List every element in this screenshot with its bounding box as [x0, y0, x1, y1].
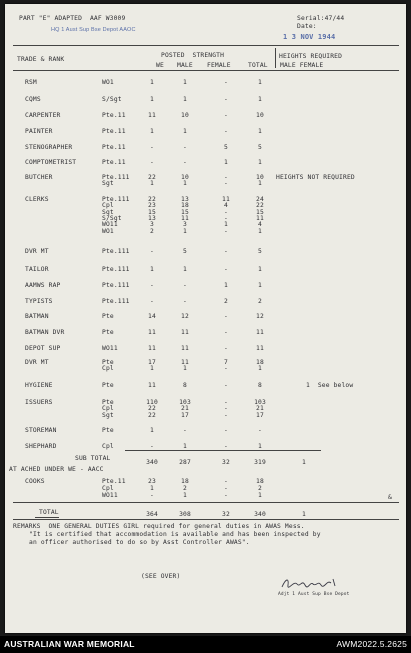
subtotal-label: SUB TOTAL: [75, 455, 111, 462]
row-total: 1: [258, 96, 262, 103]
col-heights-required: HEIGHTS REQUIRED: [279, 53, 343, 60]
row-total: 18: [256, 359, 264, 366]
cooks-total: 1: [258, 492, 262, 499]
row-female: -: [224, 411, 228, 419]
total-we: 364: [146, 511, 158, 518]
row-trade: DVR MT: [25, 359, 49, 366]
row-female: 4: [224, 202, 228, 210]
row-we: 22: [148, 411, 156, 419]
row-rank: Cpl: [102, 405, 114, 413]
row-female: 1: [224, 221, 228, 229]
row-trade: AAMWS RAP: [25, 282, 61, 289]
row-rank: Pte.111: [102, 266, 130, 273]
row-trade: CLERKS: [25, 196, 49, 203]
row-female: -: [224, 248, 228, 255]
row-male: 17: [181, 411, 189, 419]
cooks-total: 2: [258, 485, 262, 492]
row-male: -: [183, 427, 187, 434]
row-trade: SHEPHARD: [25, 443, 57, 450]
row-we: 110: [146, 399, 158, 406]
cooks-rank: WO11: [102, 492, 118, 499]
cooks-mark: &: [388, 494, 392, 501]
signature-title: Adjt 1 Aust Sup Bse Depot: [278, 592, 350, 597]
row-total: 24: [256, 196, 264, 203]
document-page: [5, 4, 406, 633]
row-total: 1: [258, 128, 262, 135]
row-male: 1: [183, 443, 187, 450]
row-we: 1: [150, 266, 154, 273]
col-posted-strength: POSTED STRENGTH: [161, 52, 225, 59]
cooks-trade: COOKS: [25, 478, 45, 485]
row-we: 13: [148, 214, 156, 222]
col-total: TOTAL: [248, 62, 268, 69]
row-we: 22: [148, 405, 156, 413]
row-male: 11: [181, 345, 189, 352]
row-male: 11: [181, 214, 189, 222]
row-rank: Pte: [102, 427, 114, 434]
row-female: 11: [222, 196, 230, 203]
cooks-female: -: [224, 478, 228, 485]
row-female: -: [224, 345, 228, 352]
row-male: -: [183, 282, 187, 289]
hq-stamp: HQ 1 Aust Sup Bse Depot AAOC: [51, 27, 136, 33]
row-total: 22: [256, 202, 264, 210]
row-rank: Pte.111: [102, 248, 130, 255]
row-rank: Pte.11: [102, 112, 126, 119]
row-we: 11: [148, 112, 156, 119]
serial-number: Serial:47/44: [297, 15, 345, 22]
row-total: 1: [258, 227, 262, 235]
row-male: 15: [181, 208, 189, 216]
row-rank: Sgt: [102, 411, 114, 419]
row-total: 1: [258, 79, 262, 86]
row-male: 3: [183, 221, 187, 229]
row-trade: CARPENTER: [25, 112, 61, 119]
header-rule-bottom: [13, 70, 399, 71]
row-rank: Pte.11: [102, 144, 126, 151]
date-stamp: 1 3 NOV 1944: [283, 33, 336, 41]
cooks-we: 1: [150, 485, 154, 492]
row-male: 103: [179, 399, 191, 406]
total-male: 308: [179, 511, 191, 518]
row-total: 15: [256, 208, 264, 216]
row-male: 18: [181, 202, 189, 210]
row-rank: S/Sgt: [102, 96, 122, 103]
row-we: 1: [150, 180, 154, 188]
row-male: 1: [183, 227, 187, 235]
cooks-male: 18: [181, 478, 189, 485]
cooks-rank: Pte.11: [102, 478, 126, 485]
cooks-we: -: [150, 492, 154, 499]
row-we: 1: [150, 128, 154, 135]
row-trade: STOREMAN: [25, 427, 57, 434]
row-we: 1: [150, 96, 154, 103]
cooks-female: -: [224, 485, 228, 492]
row-female: 1: [224, 159, 228, 166]
row-total: 5: [258, 144, 262, 151]
row-rank: Cpl: [102, 365, 114, 373]
total-total: 340: [254, 511, 266, 518]
total-label: TOTAL: [39, 509, 59, 516]
remarks-line-3: an officer authorised to do so by Asst Controller AWAS".: [29, 539, 250, 546]
row-total: 5: [258, 248, 262, 255]
row-rank: Sgt: [102, 180, 114, 188]
row-trade: BATMAN DVR: [25, 329, 65, 336]
row-we: -: [150, 159, 154, 166]
row-female: 5: [224, 144, 228, 151]
row-male: 11: [181, 329, 189, 336]
row-we: 1: [150, 79, 154, 86]
cooks-male: 1: [183, 492, 187, 499]
footer-bar: [0, 636, 411, 653]
row-we: -: [150, 443, 154, 450]
row-rank: Pte: [102, 329, 114, 336]
row-male: -: [183, 159, 187, 166]
row-female: -: [224, 227, 228, 235]
cooks-female: -: [224, 492, 228, 499]
cooks-rank: Cpl: [102, 485, 114, 492]
row-rank: Pte.111: [102, 298, 130, 305]
row-male: 5: [183, 248, 187, 255]
row-male: 1: [183, 266, 187, 273]
row-we: 1: [150, 365, 154, 373]
row-total: 1: [258, 266, 262, 273]
row-male: 12: [181, 313, 189, 320]
row-male: 10: [181, 112, 189, 119]
row-total: 17: [256, 411, 264, 419]
row-rank: Pte.111: [102, 196, 130, 203]
row-male: 1: [183, 128, 187, 135]
row-we: 2: [150, 227, 154, 235]
row-total: 11: [256, 214, 264, 222]
attached-label: AT ACHED UNDER WE - AACC: [9, 466, 104, 473]
row-rank: S/Sgt: [102, 214, 122, 222]
row-rank: Pte.111: [102, 174, 130, 181]
row-total: 21: [256, 405, 264, 413]
col-female: FEMALE: [207, 62, 231, 69]
row-total: 11: [256, 329, 264, 336]
row-we: 15: [148, 208, 156, 216]
cooks-we: 23: [148, 478, 156, 485]
row-we: -: [150, 282, 154, 289]
row-male: 1: [183, 180, 187, 188]
row-total: 12: [256, 313, 264, 320]
row-trade: BATMAN: [25, 313, 49, 320]
heights-column-divider: [275, 48, 276, 68]
total-heights: 1: [302, 511, 306, 518]
row-total: 1: [258, 282, 262, 289]
row-trade: DEPOT SUP: [25, 345, 61, 352]
row-male: 21: [181, 405, 189, 413]
row-female: -: [224, 128, 228, 135]
row-trade: BUTCHER: [25, 174, 53, 181]
row-female: 1: [224, 282, 228, 289]
row-male: 1: [183, 365, 187, 373]
row-trade: PAINTER: [25, 128, 53, 135]
row-total: 10: [256, 174, 264, 181]
row-rank: Cpl: [102, 443, 114, 450]
row-total: 1: [258, 159, 262, 166]
row-rank: Pte: [102, 382, 114, 389]
row-female: -: [224, 112, 228, 119]
see-over: (SEE OVER): [141, 573, 181, 580]
row-we: 11: [148, 382, 156, 389]
subtotal-female: 32: [222, 459, 230, 466]
remarks-line-2: "It is certified that accommodation is available and has been inspected by: [29, 531, 321, 538]
header-rule-top: [13, 45, 399, 46]
row-female: -: [224, 443, 228, 450]
subtotal-rule: [125, 450, 321, 451]
row-female: -: [224, 180, 228, 188]
row-male: 1: [183, 79, 187, 86]
row-note: HEIGHTS NOT REQUIRED: [276, 174, 355, 181]
subtotal-total: 319: [254, 459, 266, 466]
remarks-line-1: REMARKS ONE GENERAL DUTIES GIRL required for general duties in AWAS Mess.: [13, 523, 305, 530]
row-trade: TAILOR: [25, 266, 49, 273]
row-trade: RSM: [25, 79, 37, 86]
row-total: 4: [258, 221, 262, 229]
row-we: 22: [148, 196, 156, 203]
row-total: 1: [258, 443, 262, 450]
row-male: 13: [181, 196, 189, 203]
col-male-female: MALE FEMALE: [280, 62, 324, 69]
row-male: 11: [181, 359, 189, 366]
row-we: 1: [150, 427, 154, 434]
row-trade: CQMS: [25, 96, 41, 103]
row-we: 23: [148, 202, 156, 210]
row-total: 1: [258, 180, 262, 188]
date-label: Date:: [297, 23, 317, 30]
row-trade: DVR MT: [25, 248, 49, 255]
row-total: 11: [256, 345, 264, 352]
row-we: -: [150, 248, 154, 255]
row-female: -: [224, 405, 228, 413]
row-note: 1 See below: [306, 382, 354, 389]
col-male: MALE: [177, 62, 193, 69]
row-we: 22: [148, 174, 156, 181]
row-female: -: [224, 329, 228, 336]
col-trade-rank: TRADE & RANK: [17, 56, 65, 63]
row-rank: Pte: [102, 359, 114, 366]
row-total: 8: [258, 382, 262, 389]
row-rank: Pte.11: [102, 159, 126, 166]
row-we: 11: [148, 329, 156, 336]
row-rank: WO1: [102, 227, 114, 235]
row-male: -: [183, 298, 187, 305]
row-female: -: [224, 174, 228, 181]
row-rank: WO11: [102, 221, 118, 229]
subtotal-male: 287: [179, 459, 191, 466]
row-rank: Cpl: [102, 202, 114, 210]
row-male: 1: [183, 96, 187, 103]
row-rank: Sgt: [102, 208, 114, 216]
cooks-total: 18: [256, 478, 264, 485]
row-total: 103: [254, 399, 266, 406]
row-we: -: [150, 144, 154, 151]
row-we: 11: [148, 345, 156, 352]
row-male: -: [183, 144, 187, 151]
total-rule-top: [13, 502, 399, 503]
row-female: 2: [224, 298, 228, 305]
row-female: -: [224, 96, 228, 103]
row-total: 1: [258, 365, 262, 373]
row-we: 14: [148, 313, 156, 320]
subtotal-we: 340: [146, 459, 158, 466]
row-female: -: [224, 208, 228, 216]
row-female: -: [224, 382, 228, 389]
row-trade: HYGIENE: [25, 382, 53, 389]
row-male: 8: [183, 382, 187, 389]
row-we: 17: [148, 359, 156, 366]
row-total: 10: [256, 112, 264, 119]
row-we: 3: [150, 221, 154, 229]
signature: [280, 576, 340, 590]
subtotal-heights: 1: [302, 459, 306, 466]
row-female: -: [224, 427, 228, 434]
row-trade: TYPISTS: [25, 298, 53, 305]
total-female: 32: [222, 511, 230, 518]
col-we: WE: [156, 62, 164, 69]
form-title: PART "E" ADAPTED AAF W3009: [19, 15, 126, 22]
row-rank: Pte: [102, 313, 114, 320]
row-rank: Pte.111: [102, 282, 130, 289]
row-male: 10: [181, 174, 189, 181]
row-rank: Pte: [102, 399, 114, 406]
row-rank: WO1: [102, 79, 114, 86]
row-female: -: [224, 266, 228, 273]
row-female: -: [224, 313, 228, 320]
row-we: -: [150, 298, 154, 305]
row-female: 7: [224, 359, 228, 366]
row-total: -: [258, 427, 262, 434]
row-female: -: [224, 79, 228, 86]
row-female: -: [224, 214, 228, 222]
total-rule-bottom: [13, 519, 399, 520]
footer-archive-name: AUSTRALIAN WAR MEMORIAL: [4, 639, 135, 649]
row-total: 2: [258, 298, 262, 305]
row-female: -: [224, 365, 228, 373]
row-rank: Pte.11: [102, 128, 126, 135]
row-rank: WO11: [102, 345, 118, 352]
row-trade: COMPTOMETRIST: [25, 159, 77, 166]
cooks-male: 2: [183, 485, 187, 492]
row-female: -: [224, 399, 228, 406]
total-label-underline: [35, 517, 59, 518]
row-trade: ISSUERS: [25, 399, 53, 406]
footer-reference: AWM2022.5.2625: [336, 639, 407, 649]
row-trade: STENOGRAPHER: [25, 144, 73, 151]
